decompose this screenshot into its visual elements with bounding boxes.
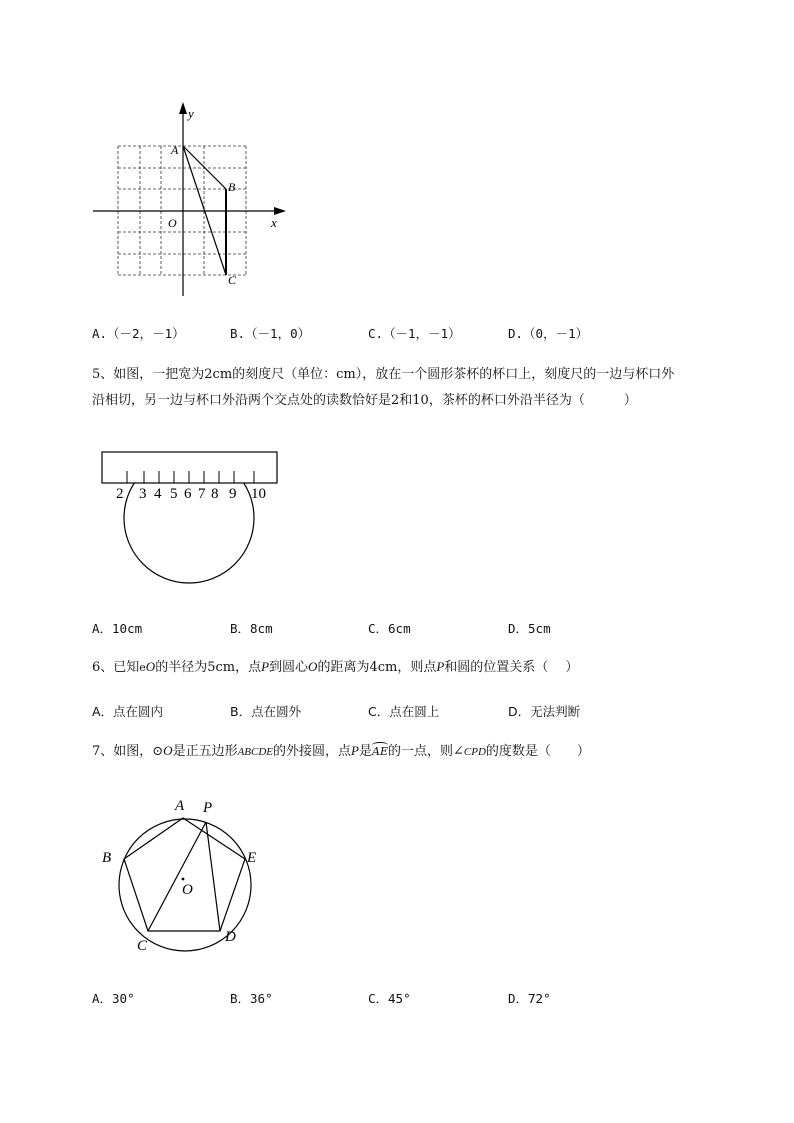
var-O: O	[308, 659, 318, 674]
ruler-number: 9	[229, 486, 237, 502]
segment-AB	[183, 146, 226, 189]
arc-AE-label: AE	[372, 745, 388, 758]
var-P: P	[436, 659, 445, 674]
ruler-number: 10	[251, 486, 266, 502]
var-CPD: CPD	[463, 746, 486, 758]
q6-text-3: 到圆心	[269, 660, 309, 675]
q5-option-b[interactable]: B．8cm	[230, 621, 273, 636]
label-A: A	[175, 798, 185, 814]
q7-option-a[interactable]: A．30°	[92, 991, 135, 1006]
pentagon-circle-figure	[98, 794, 268, 956]
q7-text-1: 7、如图，⊙	[92, 744, 164, 759]
var-P: P	[261, 659, 270, 674]
q4-option-b[interactable]: B.（－1，0）	[230, 326, 311, 341]
q6-option-b[interactable]: B．点在圆外	[230, 704, 302, 719]
label-D: D	[225, 929, 236, 945]
circle-symbol: e	[139, 661, 146, 674]
q6-text-4: 的距离为4cm，则点	[317, 660, 437, 675]
var-ABCDE: ABCDE	[237, 746, 274, 758]
var-O: O	[163, 743, 173, 758]
q7-option-d[interactable]: D．72°	[508, 991, 551, 1006]
ruler-number: 6	[184, 486, 192, 502]
ruler-number: 7	[198, 486, 206, 502]
q7-text-2: 是正五边形	[172, 744, 238, 759]
q6-text-2: 的半径为5cm，点	[155, 660, 262, 675]
q6-stem	[92, 654, 578, 681]
y-axis-arrow	[179, 102, 187, 114]
ruler-number: 8	[211, 486, 219, 502]
label-P: P	[203, 800, 213, 816]
q4-option-a[interactable]: A.（－2，－1）	[92, 326, 185, 341]
label-A: A	[171, 143, 179, 157]
label-C: C	[228, 273, 237, 287]
q7-text-6: 的度数是（ ）	[485, 744, 590, 759]
ruler-number: 4	[154, 486, 162, 502]
ruler-number: 2	[116, 486, 124, 502]
q6-option-c[interactable]: C．点在圆上	[368, 704, 440, 719]
q5-option-d[interactable]: D．5cm	[508, 621, 551, 636]
arc-AE	[372, 739, 388, 765]
label-B: B	[228, 180, 236, 194]
q4-option-c[interactable]: C.（－1，－1）	[368, 326, 461, 341]
label-x: x	[271, 215, 277, 230]
label-O: O	[168, 216, 177, 230]
center-point	[182, 878, 185, 881]
q6-text-5: 和圆的位置关系（ ）	[444, 660, 579, 675]
x-axis-arrow	[274, 207, 286, 215]
q5-option-a[interactable]: A．10cm	[92, 621, 143, 636]
var-P: P	[351, 743, 359, 758]
q7-text-5: 的一点，则∠	[388, 744, 464, 759]
label-O: O	[182, 882, 193, 898]
label-y: y	[188, 106, 194, 121]
label-B: B	[102, 850, 112, 866]
segment-PC	[148, 822, 206, 931]
q6-option-a[interactable]: A．点在圆内	[92, 704, 164, 719]
ruler-number: 5	[170, 486, 178, 502]
ruler-number: 3	[139, 486, 147, 502]
coordinate-grid-figure	[88, 98, 298, 300]
q7-text-3: 的外接圆，点	[273, 744, 352, 759]
q7-option-c[interactable]: C．45°	[368, 991, 411, 1006]
q5-stem-line2: 沿相切，另一边与杯口外沿两个交点处的读数恰好是2和10，茶杯的杯口外沿半径为（ ）	[92, 393, 637, 408]
q7-text-4: 是	[359, 744, 373, 759]
ruler-cup-figure	[96, 446, 286, 586]
q7-stem	[92, 738, 590, 765]
ruler-numbers	[116, 486, 266, 502]
q5-option-c[interactable]: C．6cm	[368, 621, 411, 636]
q6-text-1: 6、已知	[92, 660, 140, 675]
label-C: C	[137, 938, 148, 954]
var-O: O	[145, 659, 156, 674]
label-E: E	[247, 850, 257, 866]
q5-stem-line1: 5、如图，一把宽为2cm的刻度尺（单位：cm），放在一个圆形茶杯的杯口上，刻度尺的一边与杯口外	[92, 367, 675, 382]
q7-option-b[interactable]: B．36°	[230, 991, 273, 1006]
q6-option-d[interactable]: D．无法判断	[508, 704, 581, 719]
q4-option-d[interactable]: D.（0，－1）	[508, 326, 589, 341]
